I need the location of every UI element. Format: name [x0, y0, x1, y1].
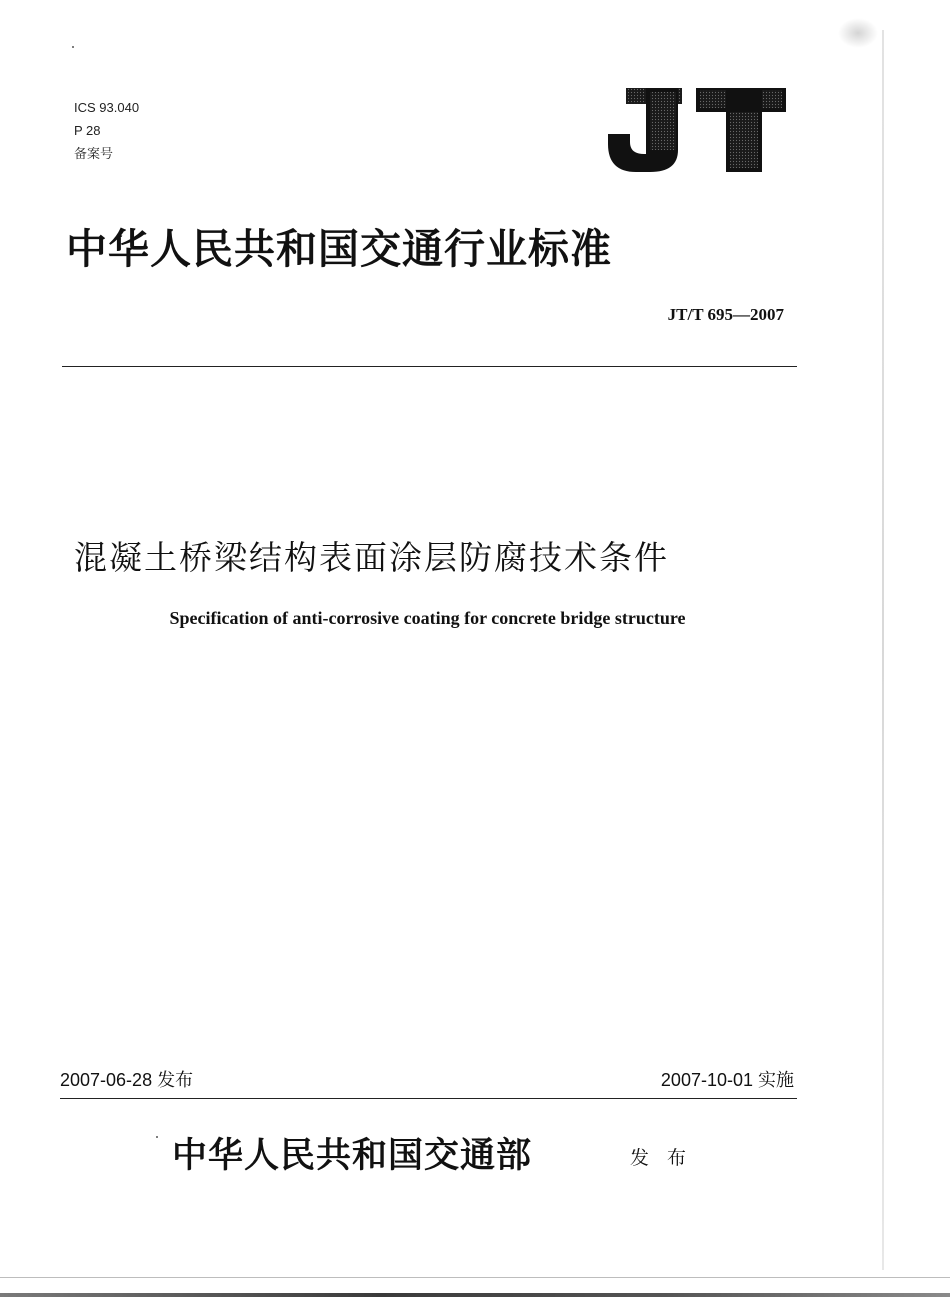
industry-standard-title: 中华人民共和国交通行业标准 — [66, 225, 612, 273]
implementation-date: 2007-10-01 实施 — [660, 1070, 794, 1090]
classification-block — [74, 96, 139, 165]
document-title-english: Specification of anti-corrosive coating for concrete bridge structure — [169, 608, 686, 628]
scan-edge-bottom — [0, 1277, 950, 1278]
standard-number: JT/T 695—2007 — [667, 305, 784, 324]
divider-top — [62, 366, 797, 367]
scan-speck — [72, 46, 74, 48]
document-title-chinese: 混凝土桥梁结构表面涂层防腐技术条件 — [74, 538, 669, 577]
logo-letter-j — [608, 88, 682, 172]
publisher-name: 中华人民共和国交通部 — [172, 1135, 533, 1176]
scan-smudge — [838, 18, 878, 48]
logo-letter-t — [696, 88, 786, 172]
jt-logo — [606, 82, 788, 174]
publish-label: 发 布 — [630, 1147, 693, 1169]
ics-code: ICS 93.040 — [74, 100, 140, 115]
scan-speck — [156, 1136, 158, 1138]
issue-date: 2007-06-28 发布 — [60, 1070, 194, 1090]
filing-label: 备案号 — [74, 146, 114, 161]
scan-edge-shadow — [0, 1293, 950, 1297]
scan-edge-right — [882, 30, 884, 1270]
category-code: P 28 — [74, 123, 101, 138]
divider-bottom — [60, 1098, 797, 1099]
